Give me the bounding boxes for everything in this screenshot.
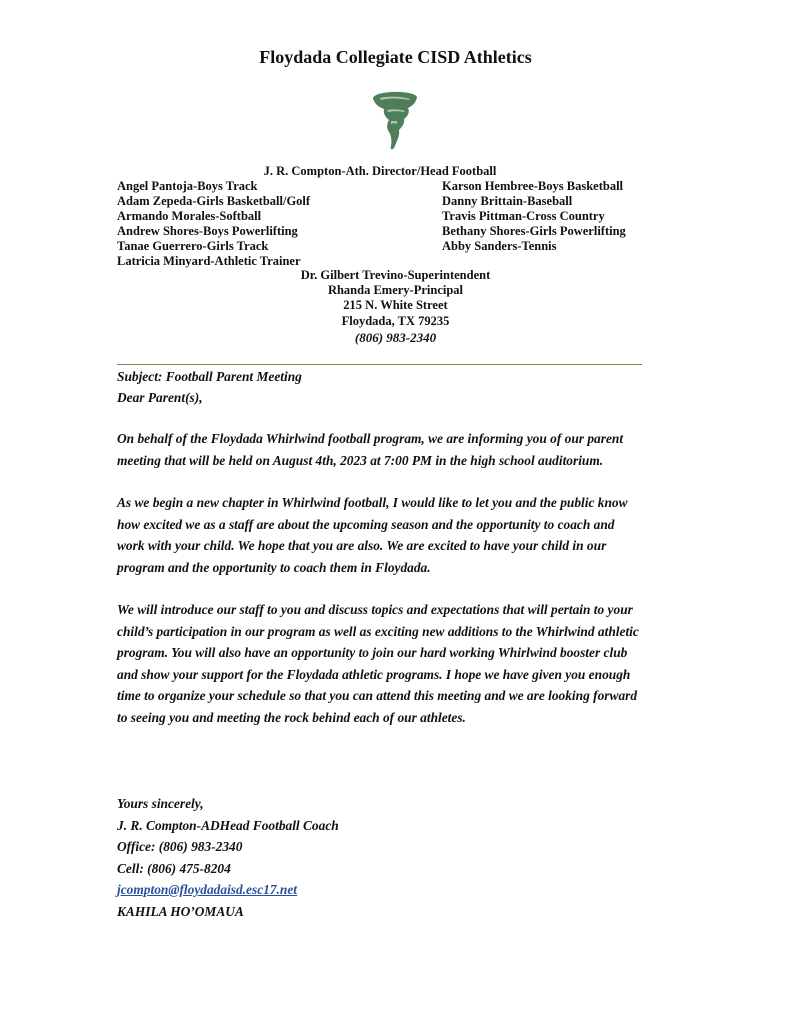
signature: KAHILA HO’OMAUA xyxy=(117,903,244,919)
coach-entry: Travis Pittman-Cross Country xyxy=(442,209,605,223)
signer-name: J. R. Compton-ADHead Football Coach xyxy=(117,817,339,833)
paragraph-line: meeting that will be held on August 4th, 2023 at 7:00 PM in the high school auditorium. xyxy=(117,452,604,468)
coaches-left-column xyxy=(117,179,437,269)
administration-block xyxy=(0,268,791,346)
coach-entry: Armando Morales-Softball xyxy=(117,209,262,223)
coach-entry: Danny Brittain-Baseball xyxy=(442,194,573,208)
subject-line: Subject: Football Parent Meeting xyxy=(117,369,302,384)
paragraph-new-chapter xyxy=(117,492,677,578)
whirlwind-tornado-logo-icon xyxy=(370,88,420,152)
paragraph-staff-intro xyxy=(117,599,677,729)
paragraph-line: child’s participation in our program as well as exciting new additions to the Whirlwind athletic xyxy=(117,623,639,639)
paragraph-line: program and the opportunity to coach them in Floydada. xyxy=(117,559,431,575)
paragraph-line: to seeing you and meeting the rock behind each of our athletes. xyxy=(117,709,466,725)
paragraph-line: As we begin a new chapter in Whirlwind football, I would like to let you and the public know xyxy=(117,495,628,510)
page-title: Floydada Collegiate CISD Athletics xyxy=(259,47,532,67)
email-link[interactable]: jcompton@floydadaisd.esc17.net xyxy=(117,882,297,897)
greeting: Dear Parent(s), xyxy=(117,390,203,405)
office-phone: Office: (806) 983-2340 xyxy=(117,839,243,854)
coach-entry: Andrew Shores-Boys Powerlifting xyxy=(117,224,298,238)
paragraph-line: time to organize your schedule so that you can attend this meeting and we are looking forward xyxy=(117,688,638,704)
coach-entry: Abby Sanders-Tennis xyxy=(442,239,557,253)
street-address: 215 N. White Street xyxy=(343,298,448,313)
athletic-director: J. R. Compton-Ath. Director/Head Football xyxy=(263,164,497,178)
city-state-zip: Floydada, TX 79235 xyxy=(341,313,450,328)
paragraph-meeting-info xyxy=(117,428,677,471)
paragraph-line: how excited we as a staff are about the upcoming season and the opportunity to coach and xyxy=(117,516,615,532)
coach-entry: Karson Hembree-Boys Basketball xyxy=(442,179,624,193)
principal: Rhanda Emery-Principal xyxy=(327,283,464,298)
letter-header xyxy=(117,366,677,408)
paragraph-line: We will introduce our staff to you and discuss topics and expectations that will pertain to your xyxy=(117,602,633,617)
paragraph-line: On behalf of the Floydada Whirlwind football program, we are informing you of our parent xyxy=(117,431,624,446)
school-phone: (806) 983-2340 xyxy=(354,329,437,345)
divider xyxy=(117,364,642,365)
coach-entry: Angel Pantoja-Boys Track xyxy=(117,179,258,193)
coach-entry: Latricia Minyard-Athletic Trainer xyxy=(117,254,301,268)
signoff-block xyxy=(117,793,677,922)
coach-entry: Adam Zepeda-Girls Basketball/Golf xyxy=(117,194,311,208)
closing: Yours sincerely, xyxy=(117,796,204,811)
paragraph-line: work with your child. We hope that you are also. We are excited to have your child in our xyxy=(117,538,607,554)
cell-phone: Cell: (806) 475-8204 xyxy=(117,860,231,876)
coach-entry: Bethany Shores-Girls Powerlifting xyxy=(442,224,626,238)
paragraph-line: and show your support for the Floydada athletic programs. I hope we have given you enough xyxy=(117,666,631,682)
paragraph-line: program. You will also have an opportunity to join our hard working Whirlwind booster club xyxy=(117,645,628,661)
coaches-right-column xyxy=(442,179,762,254)
coach-entry: Tanae Guerrero-Girls Track xyxy=(117,239,269,253)
superintendent: Dr. Gilbert Trevino-Superintendent xyxy=(300,268,491,282)
